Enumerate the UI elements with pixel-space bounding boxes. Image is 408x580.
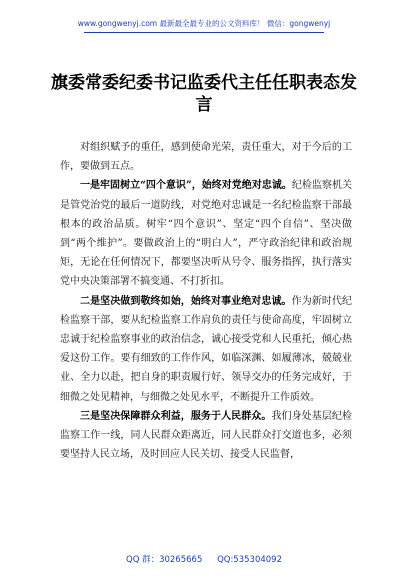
page-header: www.gongwenyj.com 最新最全最专业的公文资料库！ 微信：gongwenyj xyxy=(77,19,331,28)
section-two-text: 作为新时代纪检监察干部，要从纪检监察工作肩负的责任与使命高度，牢固树立忠诚于纪检监察事业的政治信念，诚心接受党和人民重托，倾心热爱这份工作。要有细致的工作作风，如临深渊、如履薄冰，兢兢业业、全力以赴，把自身的职责履行好、领导交办的任务完成好，于细微之处见精神，与细微之处见水平，不断提升工作质效。 xyxy=(60,295,353,403)
intro-paragraph: 对组织赋予的重任，感到使命光荣，责任重大，对于今后的工作，要做到五点。 xyxy=(60,142,352,173)
document-title: 旗委常委纪委书记监委代主任任职表态发言 xyxy=(51,73,357,115)
section-one-paragraph xyxy=(60,176,352,291)
section-three-text: 我们身处基层纪检监察工作一线，同人民群众距离近，同人民群众打交道也多，必须要坚持人民立场，及时回应人民关切、接受人民监督， xyxy=(60,410,353,461)
section-three-paragraph xyxy=(60,407,352,465)
page-footer xyxy=(0,553,408,565)
section-three-lead: 三是坚决保障群众利益，服务于人民群众。 xyxy=(80,410,272,422)
section-two-lead: 二是坚决做到敬终如始，始终对事业绝对忠诚。 xyxy=(80,295,292,307)
document-body xyxy=(60,138,352,464)
header-rule xyxy=(84,32,324,33)
section-one-lead: 一是牢固树立“四个意识”，始终对党绝对忠诚。 xyxy=(80,180,292,192)
footer-qq-group: QQ 群：30265665 xyxy=(126,555,203,565)
section-two-paragraph xyxy=(60,292,352,407)
section-one-text: 纪检监察机关是管党治党的最后一道防线，对党绝对忠诚是一名纪检监察干部最根本的政治品质。树牢“四个意识”、坚定“四个自信”、坚决做到“两个维护”。要做政治上的“明白人”，严守政治纪律和政治规矩，无论在任何情况下，都要坚决听从号令、服务指挥，执行落实党中央决策部署不搞变通、不打折扣。 xyxy=(60,180,352,288)
footer-qq: QQ:535304092 xyxy=(217,555,282,565)
